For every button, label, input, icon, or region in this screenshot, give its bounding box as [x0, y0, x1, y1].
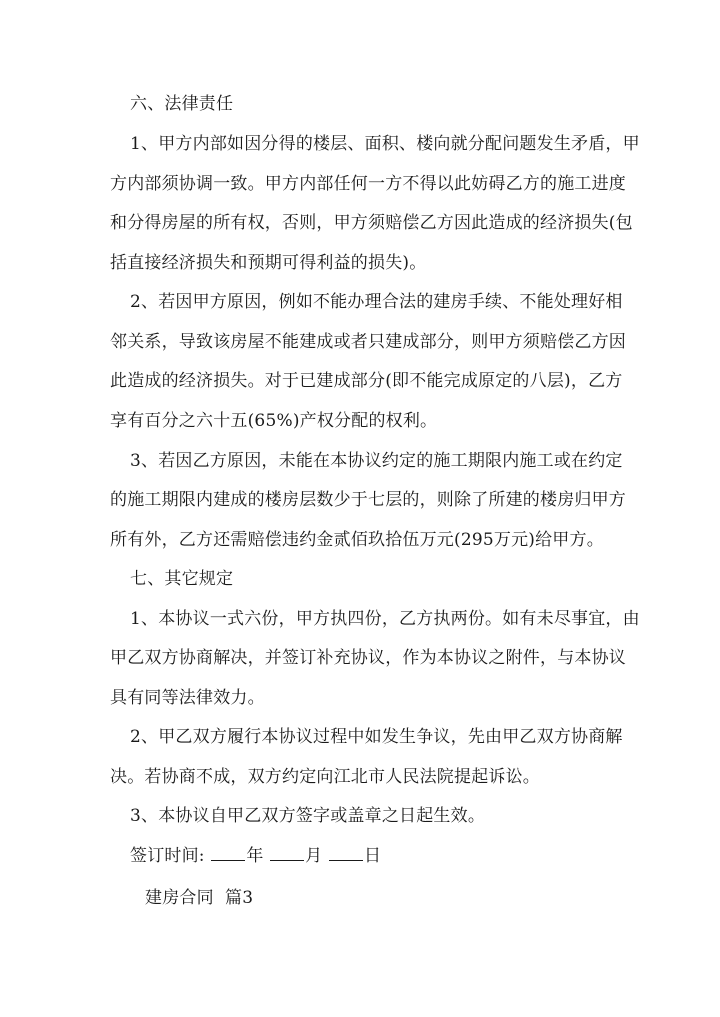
- day-label: 日: [363, 846, 382, 866]
- month-label: 月: [305, 846, 323, 866]
- paragraph-line: 邻关系，导致该房屋不能建成或者只建成部分，则甲方须赔偿乙方因: [110, 332, 626, 352]
- section-six-heading: 六、法律责任: [130, 94, 234, 114]
- signing-date-line: [130, 844, 381, 868]
- year-blank: [211, 845, 245, 861]
- paragraph-line: 2、甲乙双方履行本协议过程中如发生争议，先由甲乙双方协商解: [130, 727, 623, 747]
- paragraph-line: 方内部须协调一致。甲方内部任何一方不得以此妨碍乙方的施工进度: [110, 174, 626, 194]
- section-seven-heading: 七、其它规定: [130, 569, 234, 589]
- paragraph-line: 1、本协议一式六份，甲方执四份，乙方执两份。如有未尽事宜，由: [130, 609, 640, 629]
- paragraph-line: 享有百分之六十五(65%)产权分配的权利。: [110, 411, 438, 431]
- paragraph-line: 括直接经济损失和预期可得利益的损失)。: [110, 253, 427, 273]
- day-blank: [329, 845, 363, 861]
- year-label: 年: [246, 846, 264, 866]
- paragraph-line: 的施工期限内建成的楼房层数少于七层的，则除了所建的楼房归甲方: [110, 490, 626, 510]
- paragraph-line: 2、若因甲方原因，例如不能办理合法的建房手续、不能处理好相: [130, 292, 623, 312]
- month-blank: [270, 845, 304, 861]
- signing-date-label: 签订时间:: [130, 846, 205, 866]
- paragraph-line: 甲乙双方协商解决，并签订补充协议，作为本协议之附件，与本协议: [110, 648, 626, 668]
- paragraph-line: 3、若因乙方原因，未能在本协议约定的施工期限内施工或在约定: [130, 451, 623, 471]
- paragraph-line: 具有同等法律效力。: [110, 688, 265, 708]
- next-section-heading: 建房合同 篇3: [145, 888, 254, 908]
- paragraph-line: 决。若协商不成，双方约定向江北市人民法院提起诉讼。: [110, 767, 540, 787]
- paragraph-line: 和分得房屋的所有权，否则，甲方须赔偿乙方因此造成的经济损失(包: [110, 213, 633, 233]
- paragraph-line: 3、本协议自甲乙双方签字或盖章之日起生效。: [130, 806, 486, 826]
- paragraph-line: 此造成的经济损失。对于已建成部分(即不能完成原定的八层)，乙方: [110, 371, 623, 391]
- paragraph-line: 1、甲方内部如因分得的楼层、面积、楼向就分配问题发生矛盾，甲: [130, 134, 640, 154]
- paragraph-line: 所有外，乙方还需赔偿违约金贰佰玖拾伍万元(295万元)给甲方。: [110, 530, 604, 550]
